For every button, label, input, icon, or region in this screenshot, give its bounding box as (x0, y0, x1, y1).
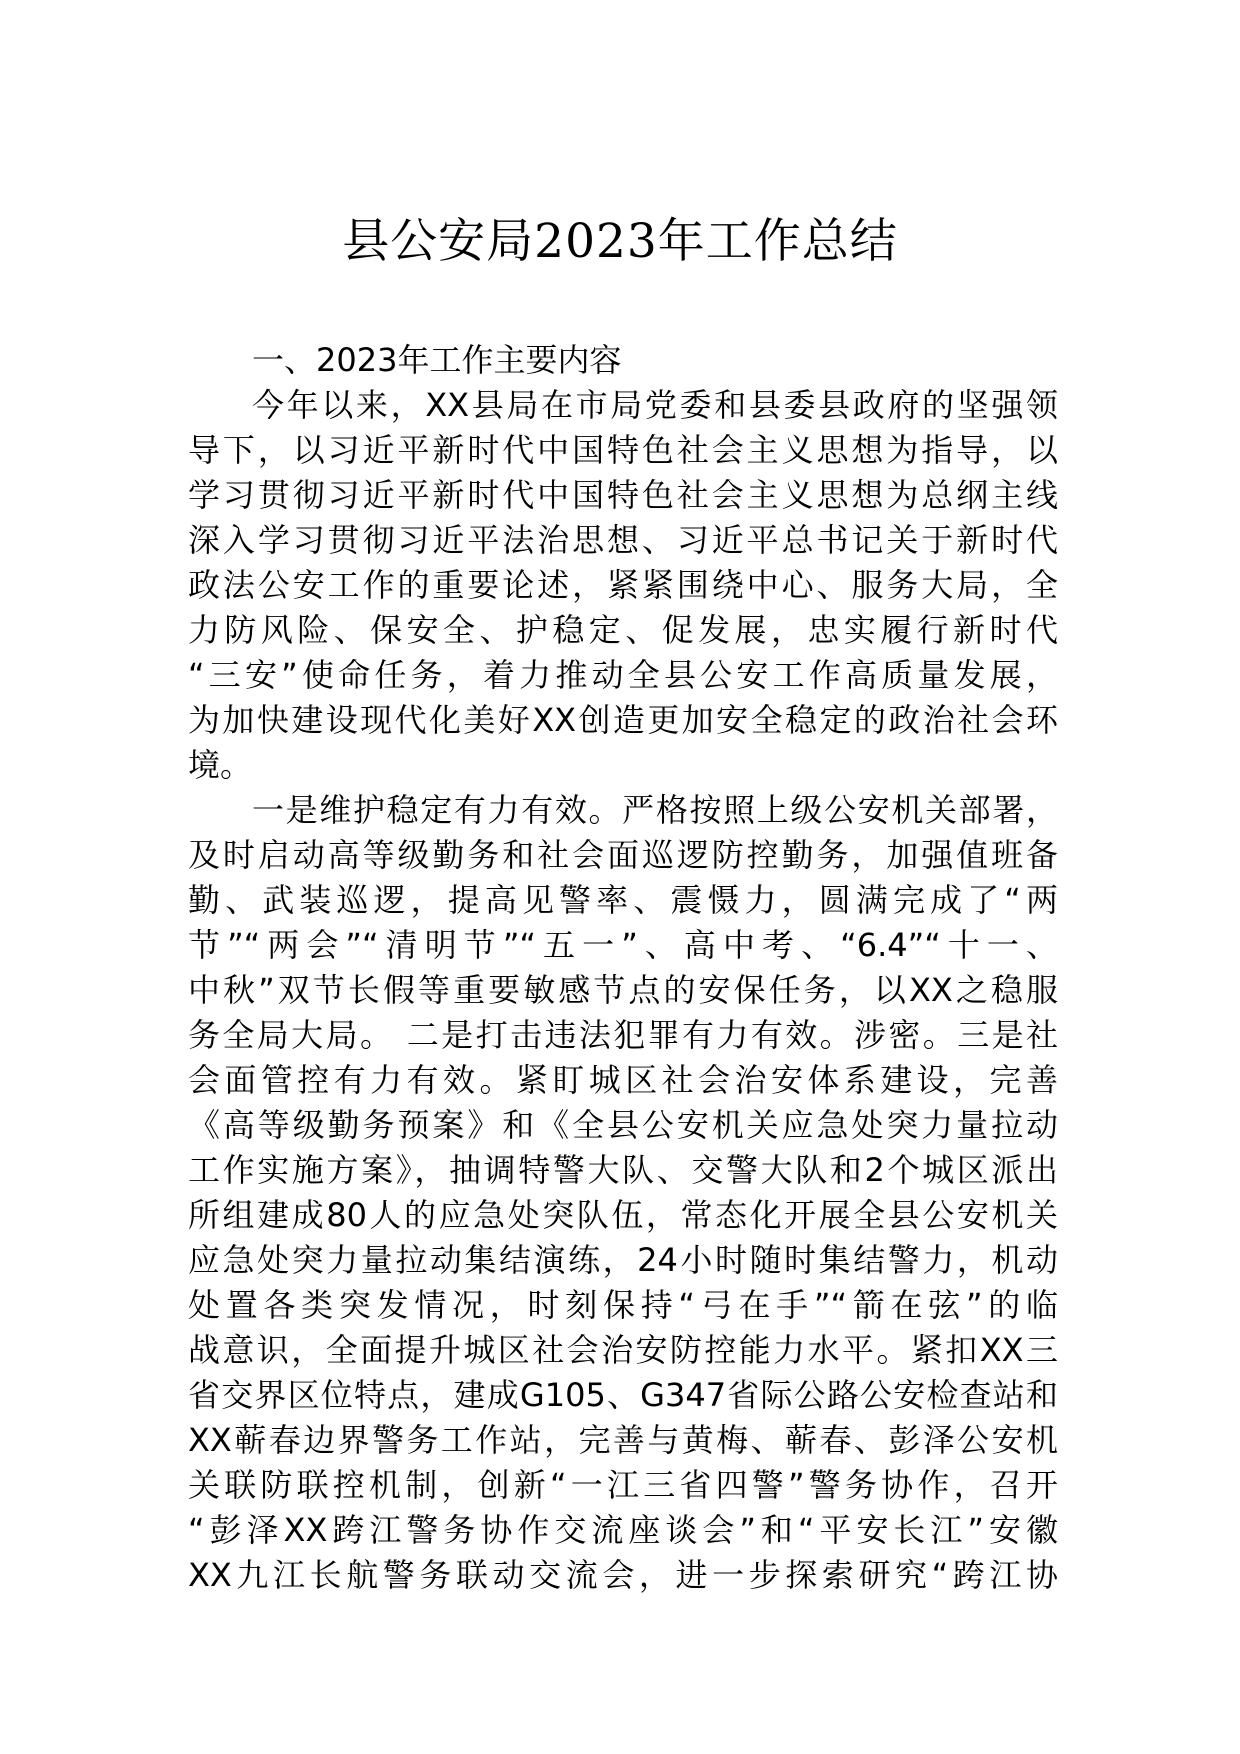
text-line: 节”“两会”“清明节”“五一”、高中考、“6.4”“十一、 (188, 926, 1058, 964)
text-line: 中秋”双节长假等重要敏感节点的安保任务，以XX之稳服 (188, 971, 1058, 1009)
text-line: 关联防联控机制，创新“一江三省四警”警务协作，召开 (188, 1466, 1058, 1504)
text-line: 今年以来，XX县局在市局党委和县委县政府的坚强领 (252, 386, 1058, 424)
text-line: “三安”使命任务，着力推动全县公安工作高质量发展， (188, 656, 1058, 694)
text-line: XX蕲春边界警务工作站，完善与黄梅、蕲春、彭泽公安机 (188, 1421, 1058, 1459)
document-body (188, 338, 1058, 1598)
text-line: 战意识，全面提升城区社会治安防控能力水平。紧扣XX三 (188, 1331, 1058, 1369)
text-line: 工作实施方案》，抽调特警大队、交警大队和2个城区派出 (188, 1151, 1058, 1189)
text-line: “彭泽XX跨江警务协作交流座谈会”和“平安长江”安徽 (188, 1511, 1058, 1549)
text-line: 学习贯彻习近平新时代中国特色社会主义思想为总纲主线 (188, 476, 1058, 514)
text-line: 力防风险、保安全、护稳定、促发展，忠实履行新时代 (188, 611, 1058, 649)
text-line: 《高等级勤务预案》和《全县公安机关应急处突力量拉动 (188, 1106, 1058, 1144)
text-line: 导下，以习近平新时代中国特色社会主义思想为指导，以 (188, 431, 1058, 469)
text-line: 政法公安工作的重要论述，紧紧围绕中心、服务大局，全 (188, 566, 1058, 604)
document-title: 县公安局2023年工作总结 (342, 214, 898, 269)
text-line: 及时启动高等级勤务和社会面巡逻防控勤务，加强值班备 (188, 836, 1058, 874)
text-line: 境。 (188, 746, 253, 784)
text-line: 应急处突力量拉动集结演练，24小时随时集结警力，机动 (188, 1241, 1058, 1279)
text-line: 一是维护稳定有力有效。严格按照上级公安机关部署， (252, 791, 1058, 829)
text-line: XX九江长航警务联动交流会，进一步探索研究“跨江协 (188, 1556, 1058, 1594)
text-line: 务全局大局。 二是打击违法犯罪有力有效。涉密。三是社 (188, 1016, 1058, 1054)
text-line: 处置各类突发情况，时刻保持“弓在手”“箭在弦”的临 (188, 1286, 1058, 1324)
text-line: 深入学习贯彻习近平法治思想、习近平总书记关于新时代 (188, 521, 1058, 559)
text-line: 所组建成80人的应急处突队伍，常态化开展全县公安机关 (188, 1196, 1058, 1234)
text-line: 勤、武装巡逻，提高见警率、震慑力，圆满完成了“两 (188, 881, 1058, 919)
text-line: 省交界区位特点，建成G105、G347省际公路公安检查站和 (188, 1376, 1058, 1414)
text-line: 为加快建设现代化美好XX创造更加安全稳定的政治社会环 (188, 701, 1058, 739)
text-line: 会面管控有力有效。紧盯城区社会治安体系建设，完善 (188, 1061, 1058, 1099)
text-line: 一、2023年工作主要内容 (252, 341, 622, 379)
